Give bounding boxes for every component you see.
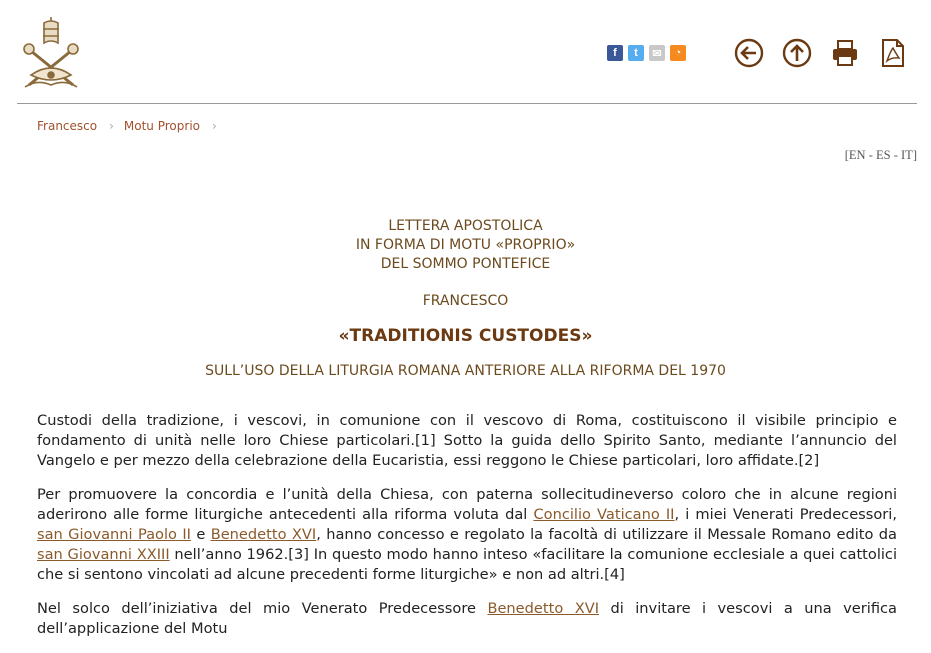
heading-line-2: IN FORMA DI MOTU «PROPRIO» bbox=[355, 237, 576, 253]
breadcrumb-item-motu-proprio[interactable]: Motu Proprio bbox=[123, 119, 200, 133]
twitter-icon[interactable]: t bbox=[628, 45, 644, 61]
top-icon[interactable] bbox=[781, 36, 813, 70]
link-benedetto-xvi-2[interactable]: Benedetto XVI bbox=[487, 600, 600, 617]
link-benedetto-xvi[interactable]: Benedetto XVI bbox=[210, 526, 317, 543]
lang-en-link[interactable]: EN bbox=[848, 148, 866, 162]
paragraph-1: Custodi della tradizione, i vescovi, in comunione con il vescovo di Roma, costituiscono il visibile principio e fondamento di unità nelle loro Chiese particolari.[1] Sotto la guida dello Spirito Santo, mediante l’annuncio del Vangelo e per mezzo della celebrazione della Eucaristia, essi reggono le Chiese particolari, loro affidate.[2] bbox=[37, 412, 897, 469]
print-icon[interactable] bbox=[829, 36, 861, 70]
pdf-icon[interactable] bbox=[877, 36, 909, 70]
lang-it-link[interactable]: IT bbox=[901, 148, 913, 162]
page-tools bbox=[733, 36, 909, 70]
heading-line-3: DEL SOMMO PONTEFICE bbox=[380, 256, 551, 272]
back-icon[interactable] bbox=[733, 36, 765, 70]
social-share-bar bbox=[607, 45, 686, 61]
link-concilio-vaticano-ii[interactable]: Concilio Vaticano II bbox=[533, 506, 675, 523]
header-divider bbox=[17, 103, 917, 104]
bracket-close: ] bbox=[912, 148, 917, 162]
lang-es-link[interactable]: ES bbox=[876, 148, 891, 162]
bracket-open: [ bbox=[844, 148, 849, 162]
link-san-giovanni-paolo-ii[interactable]: san Giovanni Paolo II bbox=[37, 526, 191, 543]
chevron-right-icon: › bbox=[212, 119, 217, 133]
document-subtitle: SULL’USO DELLA LITURGIA ROMANA ANTERIORE ALLA RIFORMA DEL 1970 bbox=[205, 363, 726, 379]
document-title: «TRADITIONIS CUSTODES» bbox=[338, 326, 593, 346]
page-header bbox=[0, 0, 931, 104]
breadcrumb-item-francesco[interactable]: Francesco bbox=[37, 119, 98, 133]
link-san-giovanni-xxiii[interactable]: san Giovanni XXIII bbox=[37, 546, 170, 563]
email-icon[interactable]: ✉ bbox=[649, 45, 665, 61]
breadcrumb bbox=[37, 119, 227, 133]
chevron-right-icon: › bbox=[109, 119, 114, 133]
document-body bbox=[37, 411, 897, 653]
document-author: FRANCESCO bbox=[422, 293, 509, 309]
paragraph-2: Per promuovere la concordia e l’unità della Chiesa, con paterna sollecitudineverso coloro che in alcune regioni aderirono alle forme liturgiche antecedenti alla riforma voluta dal Concilio Vaticano II, i miei Venerati Predecessori, san Giovanni Paolo II e Benedetto XVI, hanno concesso e regolato la facoltà di utilizzare il Messale Romano edito da san Giovanni XXIII nell’anno 1962.[3] In questo modo hanno inteso «facilitare la comunione ecclesiale a quei cattolici che si sentono vincolati ad alcune precedenti forme liturgiche» e non ad altri.[4] bbox=[37, 486, 898, 583]
rss-icon[interactable]: ◔ bbox=[670, 45, 686, 61]
paragraph-3: Nel solco dell’iniziativa del mio Venerato Predecessore Benedetto XVI di invitare i vescovi a una verifica dell’applicazione del Motu bbox=[37, 600, 897, 637]
papal-coat-of-arms-logo[interactable] bbox=[17, 13, 85, 95]
document-heading bbox=[0, 218, 931, 272]
facebook-icon[interactable]: f bbox=[607, 45, 623, 61]
language-switcher: [EN - ES - IT] bbox=[844, 148, 917, 162]
heading-line-1: LETTERA APOSTOLICA bbox=[388, 218, 543, 234]
